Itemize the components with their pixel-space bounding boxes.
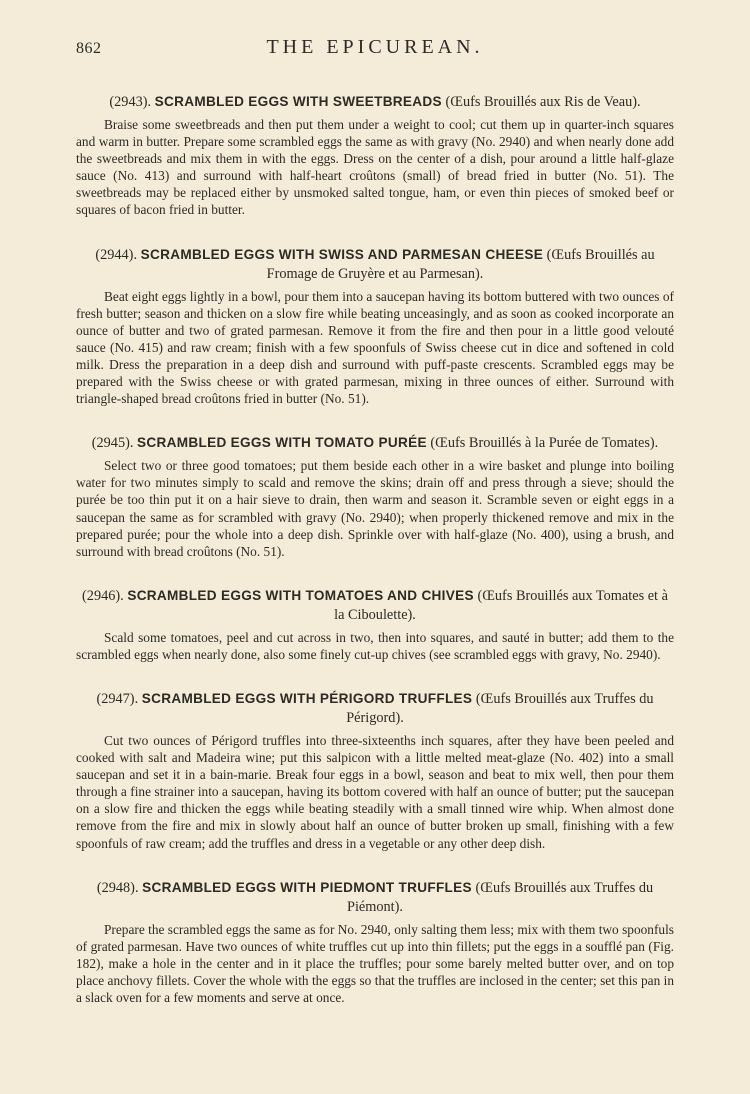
recipe-heading <box>76 586 674 625</box>
recipe-french-title: (Œufs Brouillés aux Truffes du Piémont). <box>347 879 654 915</box>
recipe-body: Cut two ounces of Périgord truffles into three-sixteenths inch squares, after they have been peeled and cooked with salt and Madeira wine; put this salpicon with a little melted meat-glaze (No. 402) into a small saucepan and set it in a bain-marie. Break four eggs in a bowl, season and beat to mix well, then pour them through a fine strainer into a saucepan, having its bottom covered with half an ounce of butter; put the saucepan on a slow fire and thicken the eggs while beating steadily with a small tinned wire whip. When almost done remove from the fire and mix in slowly about half an ounce of butter broken up small, finishing with a few spoonfuls of raw cream; add the truffles and dress in a vegetable or any other deep dish. <box>76 732 674 851</box>
recipe-french-title: (Œufs Brouillés au Fromage de Gruyère et au Parmesan). <box>266 246 655 282</box>
recipe-number: (2945). <box>91 435 134 452</box>
recipe-body: Prepare the scrambled eggs the same as for No. 2940, only salting them less; mix with them two spoonfuls of grated parmesan. Have two ounces of white truffles cut up into thin fillets; put the eggs in a soufflé pan (Fig. 182), make a hole in the center and in it place the truffles; pour some barely melted butter over, and on top place anchovy fillets. Cover the whole with the eggs so that the truffles are inclosed in the center; set this pan in a slack oven for a few moments and serve at once. <box>76 921 674 1005</box>
recipe-heading <box>76 92 674 112</box>
running-head <box>76 36 674 66</box>
recipe-2946 <box>76 586 674 663</box>
recipe-title: SCRAMBLED EGGS WITH PIEDMONT TRUFFLES <box>142 879 472 895</box>
recipe-2948 <box>76 878 674 1006</box>
recipe-heading <box>76 689 674 728</box>
recipe-2945 <box>76 433 674 560</box>
recipe-french-title: (Œufs Brouillés aux Truffes du Périgord). <box>346 690 654 726</box>
recipe-heading <box>76 878 674 917</box>
recipe-title: SCRAMBLED EGGS WITH TOMATOES AND CHIVES <box>127 587 474 603</box>
recipe-title: SCRAMBLED EGGS WITH PÉRIGORD TRUFFLES <box>141 690 473 706</box>
recipe-heading <box>76 245 674 284</box>
recipe-heading <box>76 433 674 453</box>
recipe-number: (2944). <box>95 246 138 263</box>
recipe-body: Braise some sweetbreads and then put them under a weight to cool; cut them up in quarter-inch squares and warm in butter. Prepare some scrambled eggs the same as with gravy (No. 2940) and when nearly done add the sweetbreads and mix them in with the eggs. Dress on the center of a dish, pour around a little half-glaze sauce (No. 413) and surround with half-heart croûtons (small) of bread fried in butter (No. 51). The sweetbreads may be replaced either by unsmoked salted tongue, ham, or even thin pieces of smoked beef or squares of bacon fried in butter. <box>76 117 674 218</box>
recipe-2944 <box>76 245 674 408</box>
recipe-french-title: (Œufs Brouillés aux Tomates et à la Ciboulette). <box>334 587 668 623</box>
recipe-body: Beat eight eggs lightly in a bowl, pour them into a saucepan having its bottom buttered with two ounces of fresh butter; season and thicken on a slow fire while beating unceasingly, and as soon as cooked incorporate an ounce of butter and two of grated parmesan. Remove it from the fire and then pour in a little good velouté sauce (No. 415) and raw cream; finish with a few spoonfuls of Swiss cheese cut in dice and softened in cold milk. Dress the preparation in a deep dish and surround with puff-paste crescents. Scrambled eggs may be prepared with the Swiss cheese or with grated parmesan, mixing in three ounces of either. Surround with triangle-shaped bread croûtons fried in butter (No. 51). <box>76 288 674 407</box>
recipe-number: (2946). <box>82 587 124 604</box>
page-number: 862 <box>76 40 102 57</box>
recipe-french-title: (Œufs Brouillés aux Ris de Veau). <box>445 94 641 110</box>
recipe-title: SCRAMBLED EGGS WITH TOMATO PURÉE <box>137 435 427 451</box>
recipe-number: (2947). <box>96 690 139 707</box>
recipe-french-title: (Œufs Brouillés à la Purée de Tomates). <box>430 435 659 452</box>
recipe-2947 <box>76 689 674 852</box>
recipe-title: SCRAMBLED EGGS WITH SWISS AND PARMESAN CHEESE <box>140 246 544 262</box>
book-title: THE EPICUREAN. <box>266 36 484 58</box>
recipe-body: Select two or three good tomatoes; put them beside each other in a wire basket and plunge into boiling water for two minutes simply to scald and remove the skins; drain off and press through a sieve; should the purée be too thin put it on a hair sieve to drain, then warm and season it. Scramble seven or eight eggs in a saucepan the same as for scrambled with gravy (No. 2940); when properly thickened remove and mix in the prepared purée; pour the whole into a deep dish. Sprinkle over with half-glaze (No. 400), using a brush, and surround with bread croûtons (No. 51). <box>76 458 674 559</box>
recipe-body: Scald some tomatoes, peel and cut across in two, then into squares, and sauté in butter; add them to the scrambled eggs when nearly done, also some finely cut-up chives (see scrambled eggs with gravy, No. 2940). <box>76 629 674 662</box>
recipe-number: (2948). <box>96 879 139 896</box>
recipe-number: (2943). <box>109 94 152 110</box>
recipe-title: SCRAMBLED EGGS WITH SWEETBREADS <box>154 94 442 109</box>
recipe-2943 <box>76 92 674 219</box>
